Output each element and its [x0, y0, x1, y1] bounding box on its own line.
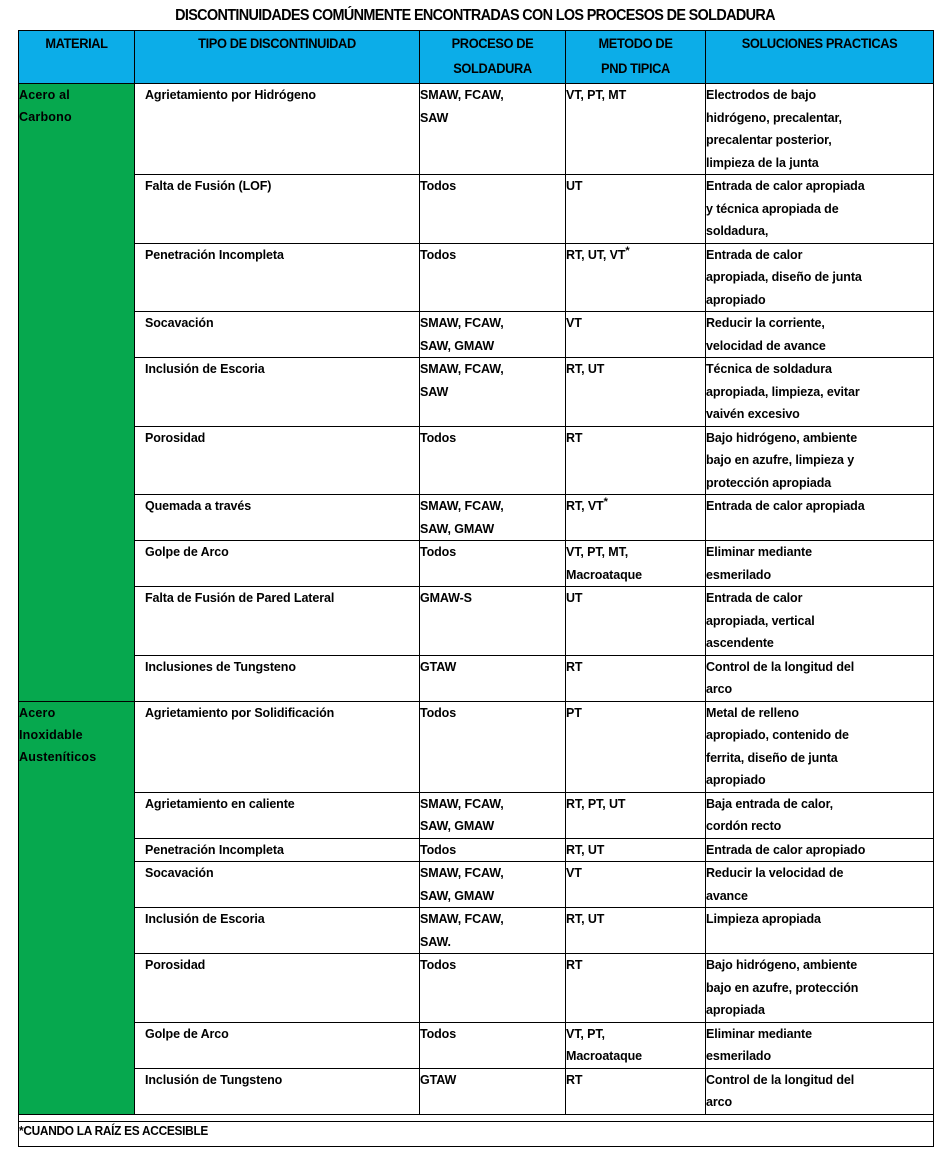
footnote-marker: *	[603, 495, 608, 508]
practical-solution-cell-line: Eliminar mediante	[706, 1026, 812, 1041]
discontinuity-type-label: Falta de Fusión de Pared Lateral	[145, 591, 335, 605]
discontinuity-type-label: Golpe de Arco	[145, 1026, 229, 1041]
column-header-metodo-line-1: METODO DE	[598, 36, 673, 51]
table-row	[19, 541, 934, 587]
welding-process-cell	[420, 655, 566, 701]
welding-process-cell-line: SMAW, FCAW,	[420, 362, 504, 376]
discontinuity-type-label: Inclusiones de Tungsteno	[145, 659, 296, 674]
spacer-row	[19, 1114, 934, 1121]
ndt-method-cell	[566, 312, 706, 358]
material-label-line: Carbono	[19, 110, 72, 124]
discontinuity-type-cell	[135, 954, 420, 1023]
discontinuity-type-cell	[135, 541, 420, 587]
practical-solution-cell-line: apropiado	[706, 292, 766, 307]
practical-solution-cell	[706, 908, 934, 954]
ndt-method-cell	[566, 358, 706, 427]
welding-process-cell	[420, 426, 566, 495]
practical-solution-cell-line: apropiada, limpieza, evitar	[706, 384, 860, 399]
material-label-line: Austeníticos	[19, 749, 97, 764]
ndt-method-cell	[566, 495, 706, 541]
welding-process-cell	[420, 84, 566, 175]
welding-process-cell-line: GTAW	[420, 659, 457, 674]
practical-solution-cell-line: cordón recto	[706, 819, 782, 833]
discontinuity-type-cell	[135, 701, 420, 792]
table-row	[19, 838, 934, 862]
welding-process-cell	[420, 358, 566, 427]
table-row	[19, 495, 934, 541]
ndt-method-cell-line: RT	[566, 659, 583, 674]
welding-process-cell	[420, 954, 566, 1023]
ndt-method-cell	[566, 701, 706, 792]
welding-process-cell	[420, 862, 566, 908]
discontinuity-type-label: Socavación	[145, 866, 214, 880]
ndt-method-cell-line: RT, PT, UT	[566, 796, 626, 811]
welding-process-cell-line: SAW.	[420, 934, 451, 949]
ndt-method-cell	[566, 175, 706, 244]
practical-solution-cell-line: Bajo hidrógeno, ambiente	[706, 430, 858, 445]
discontinuity-type-cell	[135, 862, 420, 908]
ndt-method-cell-line: VT, PT, MT,	[566, 545, 629, 559]
welding-process-cell	[420, 838, 566, 862]
discontinuity-type-label: Inclusión de Escoria	[145, 912, 265, 926]
discontinuity-type-cell	[135, 792, 420, 838]
welding-process-cell-line: SMAW, FCAW,	[420, 88, 504, 102]
welding-process-cell-line: SAW, GMAW	[420, 888, 495, 903]
discontinuity-type-cell	[135, 655, 420, 701]
ndt-method-cell	[566, 655, 706, 701]
welding-process-cell	[420, 701, 566, 792]
discontinuity-type-cell	[135, 312, 420, 358]
discontinuity-type-cell	[135, 426, 420, 495]
practical-solution-cell-line: velocidad de avance	[706, 338, 826, 353]
practical-solution-cell-line: Bajo hidrógeno, ambiente	[706, 958, 858, 972]
discontinuity-type-label: Falta de Fusión (LOF)	[145, 179, 272, 193]
discontinuity-type-label: Socavación	[145, 316, 214, 330]
table-header	[19, 31, 934, 84]
practical-solution-cell-line: bajo en azufre, limpieza y	[706, 453, 855, 467]
material-group-cell	[19, 84, 135, 702]
ndt-method-cell-line: RT	[566, 958, 583, 972]
welding-process-cell-line: Todos	[420, 247, 457, 262]
welding-process-cell-line: Todos	[420, 705, 457, 720]
table-row	[19, 792, 934, 838]
discontinuity-type-label: Porosidad	[145, 958, 206, 972]
column-header-proceso-line-2: SOLDADURA	[453, 61, 532, 76]
discontinuity-type-label: Inclusión de Escoria	[145, 362, 265, 376]
practical-solution-cell-line: Reducir la velocidad de	[706, 866, 844, 880]
table-row	[19, 358, 934, 427]
welding-process-cell-line: Todos	[420, 1026, 457, 1041]
column-header-soluciones-label: SOLUCIONES PRACTICAS	[741, 36, 898, 51]
practical-solution-cell-line: precalentar posterior,	[706, 133, 832, 147]
ndt-method-cell-line: VT	[566, 316, 582, 330]
welding-process-cell-line: SMAW, FCAW,	[420, 912, 504, 926]
table-row	[19, 1068, 934, 1114]
welding-process-cell-line: Todos	[420, 430, 457, 445]
welding-process-cell	[420, 1068, 566, 1114]
table-row	[19, 312, 934, 358]
practical-solution-cell-line: apropiada	[706, 1003, 765, 1017]
discontinuity-type-cell	[135, 358, 420, 427]
practical-solution-cell-line: Eliminar mediante	[706, 545, 812, 559]
material-label-line: Acero al	[19, 88, 70, 102]
ndt-method-cell	[566, 426, 706, 495]
ndt-method-cell-line: RT, UT	[566, 842, 605, 857]
practical-solution-cell-line: Entrada de calor apropiada	[706, 179, 865, 193]
practical-solution-cell-line: apropiada, vertical	[706, 613, 815, 628]
practical-solution-cell-line: soldadura,	[706, 224, 769, 238]
ndt-method-cell-line: VT, PT,	[566, 1026, 605, 1041]
ndt-method-cell	[566, 541, 706, 587]
practical-solution-cell-line: protección apropiada	[706, 475, 832, 490]
practical-solution-cell	[706, 701, 934, 792]
table-row	[19, 84, 934, 175]
practical-solution-cell-line: arco	[706, 682, 733, 696]
table-header-row	[19, 31, 934, 84]
ndt-method-cell-line: RT	[566, 430, 583, 445]
discontinuity-type-label: Inclusión de Tungsteno	[145, 1072, 283, 1087]
practical-solution-cell-line: ascendente	[706, 636, 774, 650]
welding-process-cell-line: SMAW, FCAW,	[420, 796, 504, 811]
welding-process-cell-line: SMAW, FCAW,	[420, 866, 504, 880]
practical-solution-cell	[706, 792, 934, 838]
discontinuity-type-label: Penetración Incompleta	[145, 247, 284, 262]
ndt-method-cell-line: RT, UT	[566, 362, 605, 376]
ndt-method-cell	[566, 792, 706, 838]
practical-solution-cell-line: Control de la longitud del	[706, 659, 855, 674]
column-header-proceso-line-1: PROCESO DE	[451, 36, 534, 51]
column-header-metodo-line-2: PND TIPICA	[601, 61, 670, 76]
column-header-material	[19, 31, 135, 84]
ndt-method-cell	[566, 587, 706, 656]
footnote-cell	[19, 1121, 934, 1146]
table-body	[19, 84, 934, 1115]
practical-solution-cell-line: apropiada, diseño de junta	[706, 270, 862, 284]
welding-process-cell-line: Todos	[420, 179, 457, 193]
practical-solution-cell-line: apropiado	[706, 773, 766, 787]
practical-solution-cell-line: Metal de relleno	[706, 705, 799, 720]
discontinuity-type-cell	[135, 838, 420, 862]
welding-process-cell	[420, 495, 566, 541]
discontinuity-type-cell	[135, 1022, 420, 1068]
practical-solution-cell	[706, 655, 934, 701]
table-row	[19, 908, 934, 954]
table-row	[19, 655, 934, 701]
discontinuity-type-label: Agrietamiento por Solidificación	[145, 705, 335, 720]
welding-process-cell-line: Todos	[420, 958, 457, 972]
ndt-method-cell	[566, 1068, 706, 1114]
discontinuity-type-cell	[135, 84, 420, 175]
welding-process-cell	[420, 243, 566, 312]
practical-solution-cell-line: Baja entrada de calor,	[706, 796, 834, 811]
table-row	[19, 426, 934, 495]
ndt-method-cell	[566, 84, 706, 175]
welding-process-cell-line: Todos	[420, 842, 457, 857]
footnote-marker: *	[625, 244, 630, 257]
practical-solution-cell-line: Reducir la corriente,	[706, 316, 825, 330]
practical-solution-cell	[706, 1022, 934, 1068]
ndt-method-cell-line: UT	[566, 179, 583, 193]
discontinuity-type-label: Quemada a través	[145, 499, 252, 513]
practical-solution-cell-line: limpieza de la junta	[706, 155, 819, 170]
ndt-method-cell	[566, 908, 706, 954]
discontinuity-type-label: Penetración Incompleta	[145, 842, 284, 857]
practical-solution-cell	[706, 358, 934, 427]
material-group-cell	[19, 701, 135, 1114]
practical-solution-cell-line: Control de la longitud del	[706, 1072, 855, 1087]
table-row	[19, 243, 934, 312]
table-footnote-body	[19, 1114, 934, 1146]
page-title: DISCONTINUIDADES COMÚNMENTE ENCONTRADAS CON LOS PROCESOS DE SOLDADURA	[175, 7, 775, 24]
ndt-method-cell-line: Macroataque	[566, 567, 643, 582]
practical-solution-cell-line: y técnica apropiada de	[706, 201, 839, 216]
discontinuity-type-cell	[135, 908, 420, 954]
welding-process-cell-line: SAW	[420, 110, 449, 125]
welding-process-cell	[420, 175, 566, 244]
welding-process-cell-line: SAW, GMAW	[420, 338, 495, 353]
discontinuities-table-wrapper	[18, 30, 933, 1147]
practical-solution-cell	[706, 862, 934, 908]
practical-solution-cell	[706, 838, 934, 862]
practical-solution-cell-line: Entrada de calor apropiado	[706, 842, 866, 857]
welding-process-cell	[420, 792, 566, 838]
practical-solution-cell-line: apropiado, contenido de	[706, 728, 849, 742]
practical-solution-cell	[706, 175, 934, 244]
column-header-tipo-label: TIPO DE DISCONTINUIDAD	[198, 36, 356, 51]
table-row	[19, 1022, 934, 1068]
column-header-proceso	[420, 31, 566, 84]
practical-solution-cell-line: vaivén excesivo	[706, 407, 800, 421]
practical-solution-cell-line: arco	[706, 1095, 733, 1109]
column-header-soluciones	[706, 31, 934, 84]
practical-solution-cell	[706, 541, 934, 587]
discontinuities-table	[18, 30, 934, 1147]
practical-solution-cell	[706, 1068, 934, 1114]
practical-solution-cell-line: esmerilado	[706, 1049, 772, 1063]
table-row	[19, 701, 934, 792]
ndt-method-cell-line: RT, UT, VT*	[566, 244, 630, 262]
practical-solution-cell-line: Electrodos de bajo	[706, 88, 817, 102]
practical-solution-cell-line: hidrógeno, precalentar,	[706, 110, 842, 125]
practical-solution-cell-line: bajo en azufre, protección	[706, 980, 859, 995]
spacer-cell	[19, 1114, 934, 1121]
material-label-line: Acero	[19, 705, 56, 720]
practical-solution-cell-line: esmerilado	[706, 567, 772, 582]
material-label-line: Inoxidable	[19, 727, 83, 742]
ndt-method-cell	[566, 838, 706, 862]
ndt-method-cell	[566, 243, 706, 312]
table-row	[19, 954, 934, 1023]
practical-solution-cell	[706, 587, 934, 656]
welding-process-cell	[420, 587, 566, 656]
practical-solution-cell-line: Entrada de calor apropiada	[706, 499, 865, 513]
welding-process-cell-line: Todos	[420, 545, 457, 559]
ndt-method-cell-line: VT	[566, 866, 582, 880]
table-row	[19, 587, 934, 656]
practical-solution-cell	[706, 495, 934, 541]
discontinuity-type-cell	[135, 1068, 420, 1114]
practical-solution-cell-line: ferrita, diseño de junta	[706, 750, 838, 765]
practical-solution-cell	[706, 84, 934, 175]
ndt-method-cell	[566, 954, 706, 1023]
ndt-method-cell-line: UT	[566, 591, 583, 605]
welding-process-cell-line: GMAW-S	[420, 591, 472, 605]
discontinuity-type-label: Agrietamiento por Hidrógeno	[145, 88, 316, 102]
discontinuity-type-cell	[135, 243, 420, 312]
welding-process-cell-line: SMAW, FCAW,	[420, 316, 504, 330]
footnote-row	[19, 1121, 934, 1146]
discontinuity-type-label: Porosidad	[145, 430, 206, 445]
practical-solution-cell	[706, 954, 934, 1023]
welding-process-cell-line: SMAW, FCAW,	[420, 499, 504, 513]
welding-process-cell	[420, 908, 566, 954]
column-header-tipo	[135, 31, 420, 84]
welding-process-cell-line: SAW, GMAW	[420, 819, 495, 833]
discontinuity-type-cell	[135, 495, 420, 541]
practical-solution-cell-line: Técnica de soldadura	[706, 362, 832, 376]
discontinuity-type-cell	[135, 587, 420, 656]
welding-process-cell	[420, 541, 566, 587]
discontinuity-type-label: Golpe de Arco	[145, 545, 229, 559]
welding-process-cell	[420, 312, 566, 358]
practical-solution-cell	[706, 243, 934, 312]
welding-process-cell-line: SAW	[420, 384, 449, 399]
practical-solution-cell	[706, 312, 934, 358]
welding-process-cell-line: SAW, GMAW	[420, 521, 495, 536]
ndt-method-cell	[566, 862, 706, 908]
discontinuity-type-label: Agrietamiento en caliente	[145, 796, 295, 811]
practical-solution-cell	[706, 426, 934, 495]
ndt-method-cell-line: PT	[566, 705, 582, 720]
table-row	[19, 175, 934, 244]
ndt-method-cell-line: RT, UT	[566, 912, 605, 926]
welding-process-cell-line: GTAW	[420, 1072, 457, 1087]
ndt-method-cell	[566, 1022, 706, 1068]
footnote-text: *CUANDO LA RAÍZ ES ACCESIBLE	[19, 1123, 209, 1138]
column-header-metodo	[566, 31, 706, 84]
practical-solution-cell-line: avance	[706, 888, 748, 903]
column-header-material-label: MATERIAL	[45, 36, 108, 51]
ndt-method-cell-line: RT, VT*	[566, 495, 608, 513]
ndt-method-cell-line: VT, PT, MT	[566, 88, 627, 102]
ndt-method-cell-line: Macroataque	[566, 1049, 643, 1063]
practical-solution-cell-line: Limpieza apropiada	[706, 912, 821, 926]
ndt-method-cell-line: RT	[566, 1072, 583, 1087]
practical-solution-cell-line: Entrada de calor	[706, 247, 803, 262]
table-row	[19, 862, 934, 908]
practical-solution-cell-line: Entrada de calor	[706, 591, 803, 605]
welding-process-cell	[420, 1022, 566, 1068]
discontinuity-type-cell	[135, 175, 420, 244]
